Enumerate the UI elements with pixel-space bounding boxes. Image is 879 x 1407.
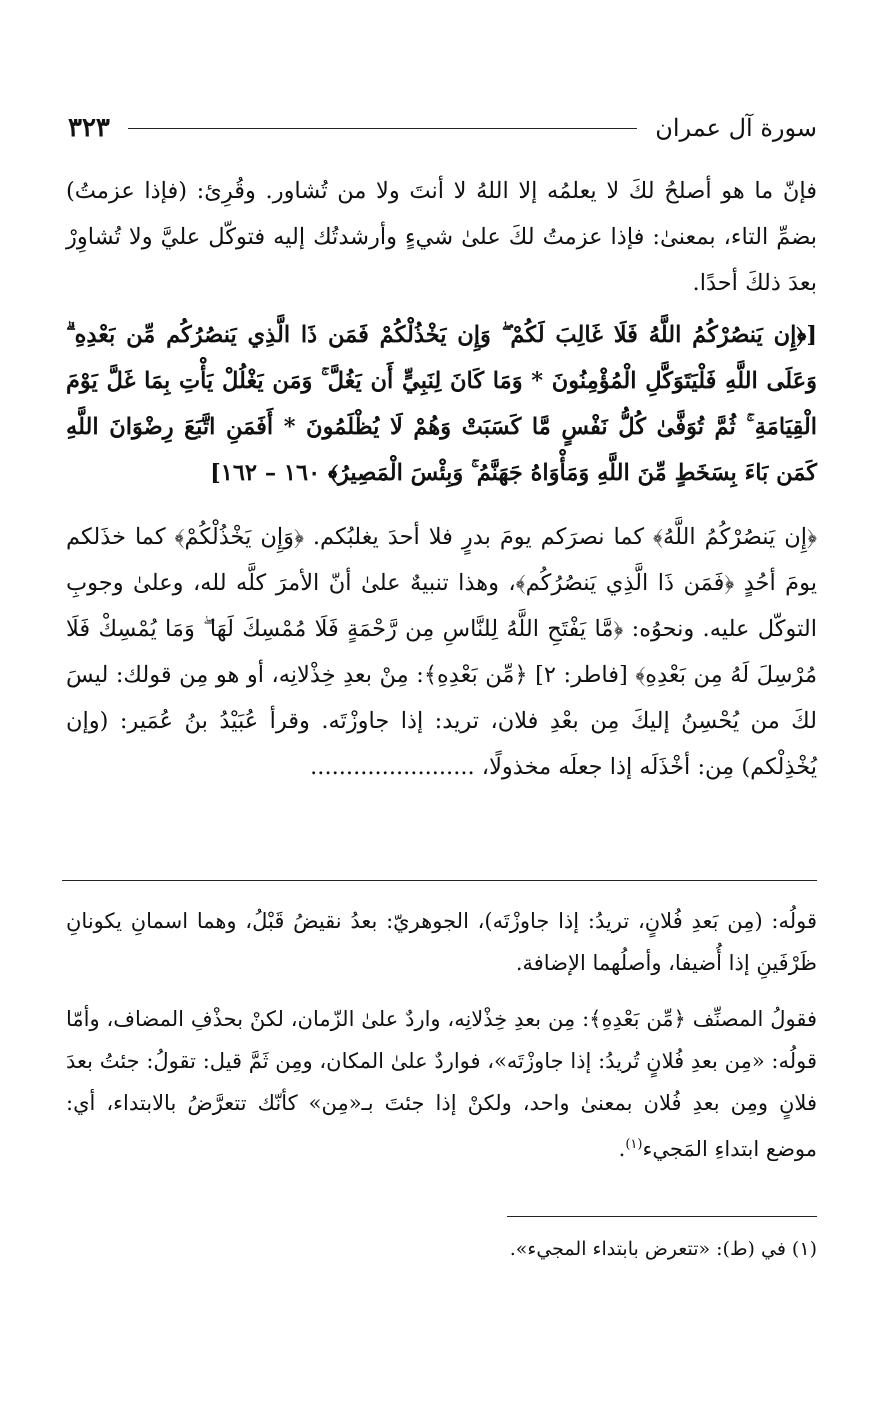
commentary-paragraph-2: فقولُ المصنِّف ﴿مِّن بَعْدِهِ﴾: مِن بعدِ خِذْلانِه، واردٌ علىٰ الزّمان، لكنْ بحذْفِ المضاف، وأمّا قولُه: «مِن بعدِ فُلانٍ تُريدُ: إذا جاوزْتَه»، فواردٌ علىٰ المكان، ومِن ثَمَّ قيل: تقولُ: جئتُ بعدَ فلانٍ ومِن بعدِ فُلان بمعنىٰ واحد، ولكنْ إذا جئتَ بـ«مِن» كأنّك تتعرَّضُ بالابتداء، أي: موضع ابتداءِ المَجيء$^{(١)}$. [66,1007,817,1161]
footnote-rule [507,1216,817,1217]
commentary-text [66,900,817,1184]
footnote: (١) في (ط): «تتعرض بابتداء المجيء». [509,1238,817,1260]
section-divider [62,880,817,881]
footnote-marker[interactable]: (١) [625,1137,643,1152]
main-text [66,168,817,808]
quran-verse-block: [﴿إِن يَنصُرْكُمُ اللَّهُ فَلَا غَالِبَ لَكُمْ ۖ وَإِن يَخْذُلْكُمْ فَمَن ذَا الَّذِي يَنصُرُكُم مِّن بَعْدِهِ ۗ وَعَلَى اللَّهِ فَلْيَتَوَكَّلِ الْمُؤْمِنُونَ * وَمَا كَانَ لِنَبِيٍّ أَن يَغُلَّ ۚ وَمَن يَغْلُلْ يَأْتِ بِمَا غَلَّ يَوْمَ الْقِيَامَةِ ۚ ثُمَّ تُوَفَّىٰ كُلُّ نَفْسٍ مَّا كَسَبَتْ وَهُمْ لَا يُظْلَمُونَ * أَفَمَنِ اتَّبَعَ رِضْوَانَ اللَّهِ كَمَن بَاءَ بِسَخَطٍ مِّنَ اللَّهِ وَمَأْوَاهُ جَهَنَّمُ ۚ وَبِئْسَ الْمَصِيرُ﴾ ١٦٠ – ١٦٢] [66,322,817,486]
main-paragraph-1: فإنّ ما هو أصلحُ لكَ لا يعلمُه إلا اللهُ لا أنتَ ولا من تُشاور. وقُرِئ: (فإذا عزمتُ) بضمِّ التاء، بمعنىٰ: فإذا عزمتُ لكَ علىٰ شيءٍ وأرشدتُك إليه فتوكّل عليَّ ولا تُشاوِرْ بعدَ ذلكَ أحدًا. [66,178,817,296]
surah-title: سورة آل عمران [655,114,817,142]
commentary-paragraph-1: قولُه: (مِن بَعدِ فُلانٍ، تريدُ: إذا جاوزْتَه)، الجوهريّ: بعدُ نقيضُ قَبْلُ، وهما اسمانِ يكونانِ ظَرْفَينِ إذا أُضيفا، وأصلُهما الإضافة. [66,909,817,975]
main-paragraph-2: ﴿إِن يَنصُرْكُمُ اللَّهُ﴾ كما نصرَكم يومَ بدرٍ فلا أحدَ يغلبُكم. ﴿وَإِن يَخْذُلْكُمْ﴾ كما خذَلكم يومَ أحُدٍ ﴿فَمَن ذَا الَّذِي يَنصُرُكُم﴾، وهذا تنبيهٌ علىٰ أنّ الأمرَ كلَّه لله، وعلىٰ وجوبِ التوكّل عليه. ونحوُه: ﴿مَّا يَفْتَحِ اللَّهُ لِلنَّاسِ مِن رَّحْمَةٍ فَلَا مُمْسِكَ لَهَا ۖ وَمَا يُمْسِكْ فَلَا مُرْسِلَ لَهُ مِن بَعْدِهِ﴾ [فاطر: ٢] ﴿مِّن بَعْدِهِ﴾: مِنْ بعدِ خِذْلانِه، أو هو مِن قولك: ليسَ لكَ من يُحْسِنُ إليكَ مِن بعْدِ فلان، تريد: إذا جاوزْتَه. وقرأ عُبَيْدُ بنُ عُمَير: (وإن يُخْذِلْكم) مِن: أخْذَلَه إذا جعلَه مخذولًا، ....................... [66,524,817,780]
page-number: ٣٢٣ [68,113,110,143]
commentary-paragraph-2-text: فقولُ المصنِّف ﴿مِّن بَعْدِهِ﴾: مِن بعدِ خِذْلانِه، واردٌ علىٰ الزّمان، لكنْ بحذْفِ المضاف، وأمّا قولُه: «مِن بعدِ فُلانٍ تُريدُ: إذا جاوزْتَه»، فواردٌ علىٰ المكان، ومِن ثَمَّ قيل: تقولُ: جئتُ بعدَ فلانٍ ومِن بعدِ فُلان بمعنىٰ واحد، ولكنْ إذا جئتَ بـ«مِن» كأنّك تتعرَّضُ بالابتداء، أي: موضع ابتداءِ المَجيء [66,1007,817,1161]
page-header [68,108,817,148]
header-rule [128,128,637,129]
